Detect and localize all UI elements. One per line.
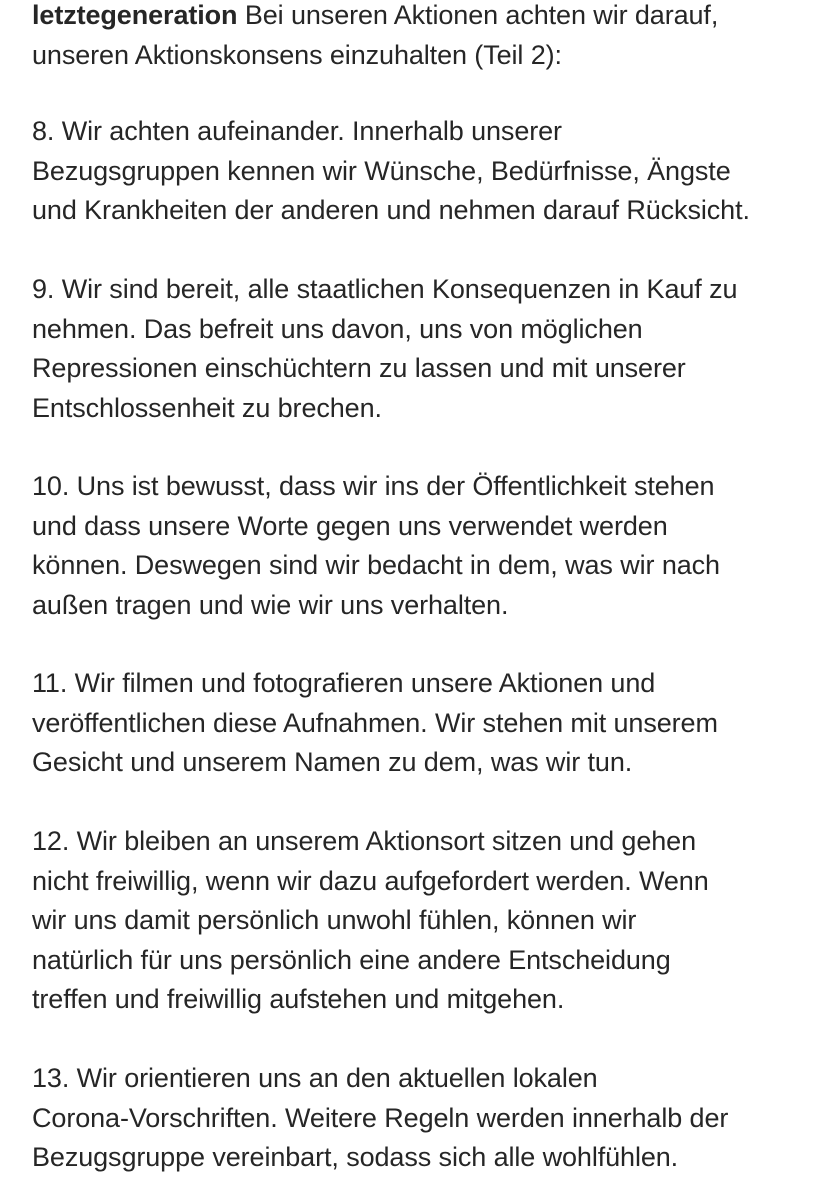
rule-item-8 [32,112,750,231]
rule-item-9 [32,270,737,428]
rule-line: treffen und freiwillig aufstehen und mitgehen. [32,984,565,1014]
rule-line: und dass unsere Worte gegen uns verwendet werden [32,510,668,541]
rule-line: 13. Wir orientieren uns an den aktuellen lokalen [32,1063,598,1093]
intro-text: Bei unseren Aktionen achten wir darauf, [237,0,719,30]
rule-line: natürlich für uns persönlich eine andere Entscheidung [32,944,671,975]
rule-line: 11. Wir filmen und fotografieren unsere Aktionen und [32,668,656,698]
rule-line: außen tragen und wie wir uns verhalten. [32,589,509,620]
rule-line: können. Deswegen sind wir bedacht in dem, was wir nach [32,550,720,580]
rule-line: 12. Wir bleiben an unserem Aktionsort sitzen und gehen [32,826,696,856]
rule-line: wir uns damit persönlich unwohl fühlen, können wir [32,905,637,935]
caption-intro [32,0,718,75]
rule-line: Bezugsgruppe vereinbart, sodass sich alle wohlfühlen. [32,1142,679,1172]
rule-line: 9. Wir sind bereit, alle staatlichen Konsequenzen in Kauf zu [32,274,738,304]
intro-line-2: unseren Aktionskonsens einzuhalten (Teil 2): [32,39,562,70]
rule-line: Gesicht und unserem Namen zu dem, was wir tun. [32,747,633,777]
rule-item-13 [32,1059,728,1178]
rule-line: und Krankheiten der anderen und nehmen darauf Rücksicht. [32,195,750,225]
rule-line: nehmen. Das befreit uns davon, uns von möglichen [32,313,643,344]
rule-item-11 [32,664,718,783]
rule-item-10 [32,467,720,625]
rule-line: 8. Wir achten aufeinander. Innerhalb unserer [32,116,562,146]
rule-line: veröffentlichen diese Aufnahmen. Wir stehen mit unserem [32,707,718,738]
rule-line: Bezugsgruppen kennen wir Wünsche, Bedürfnisse, Ängste [32,155,731,186]
rule-line: Repressionen einschüchtern zu lassen und mit unserer [32,353,686,383]
intro-line-1 [32,0,718,36]
username-link[interactable]: letztegeneration [32,0,238,30]
rule-line: Entschlossenheit zu brechen. [32,392,382,423]
rule-item-12 [32,822,709,1020]
rule-line: nicht freiwillig, wenn wir dazu aufgefordert werden. Wenn [32,865,709,896]
rule-line: Corona-Vorschriften. Weitere Regeln werden innerhalb der [32,1102,729,1133]
rule-line: 10. Uns ist bewusst, dass wir ins der Öffentlichkeit stehen [32,471,715,501]
